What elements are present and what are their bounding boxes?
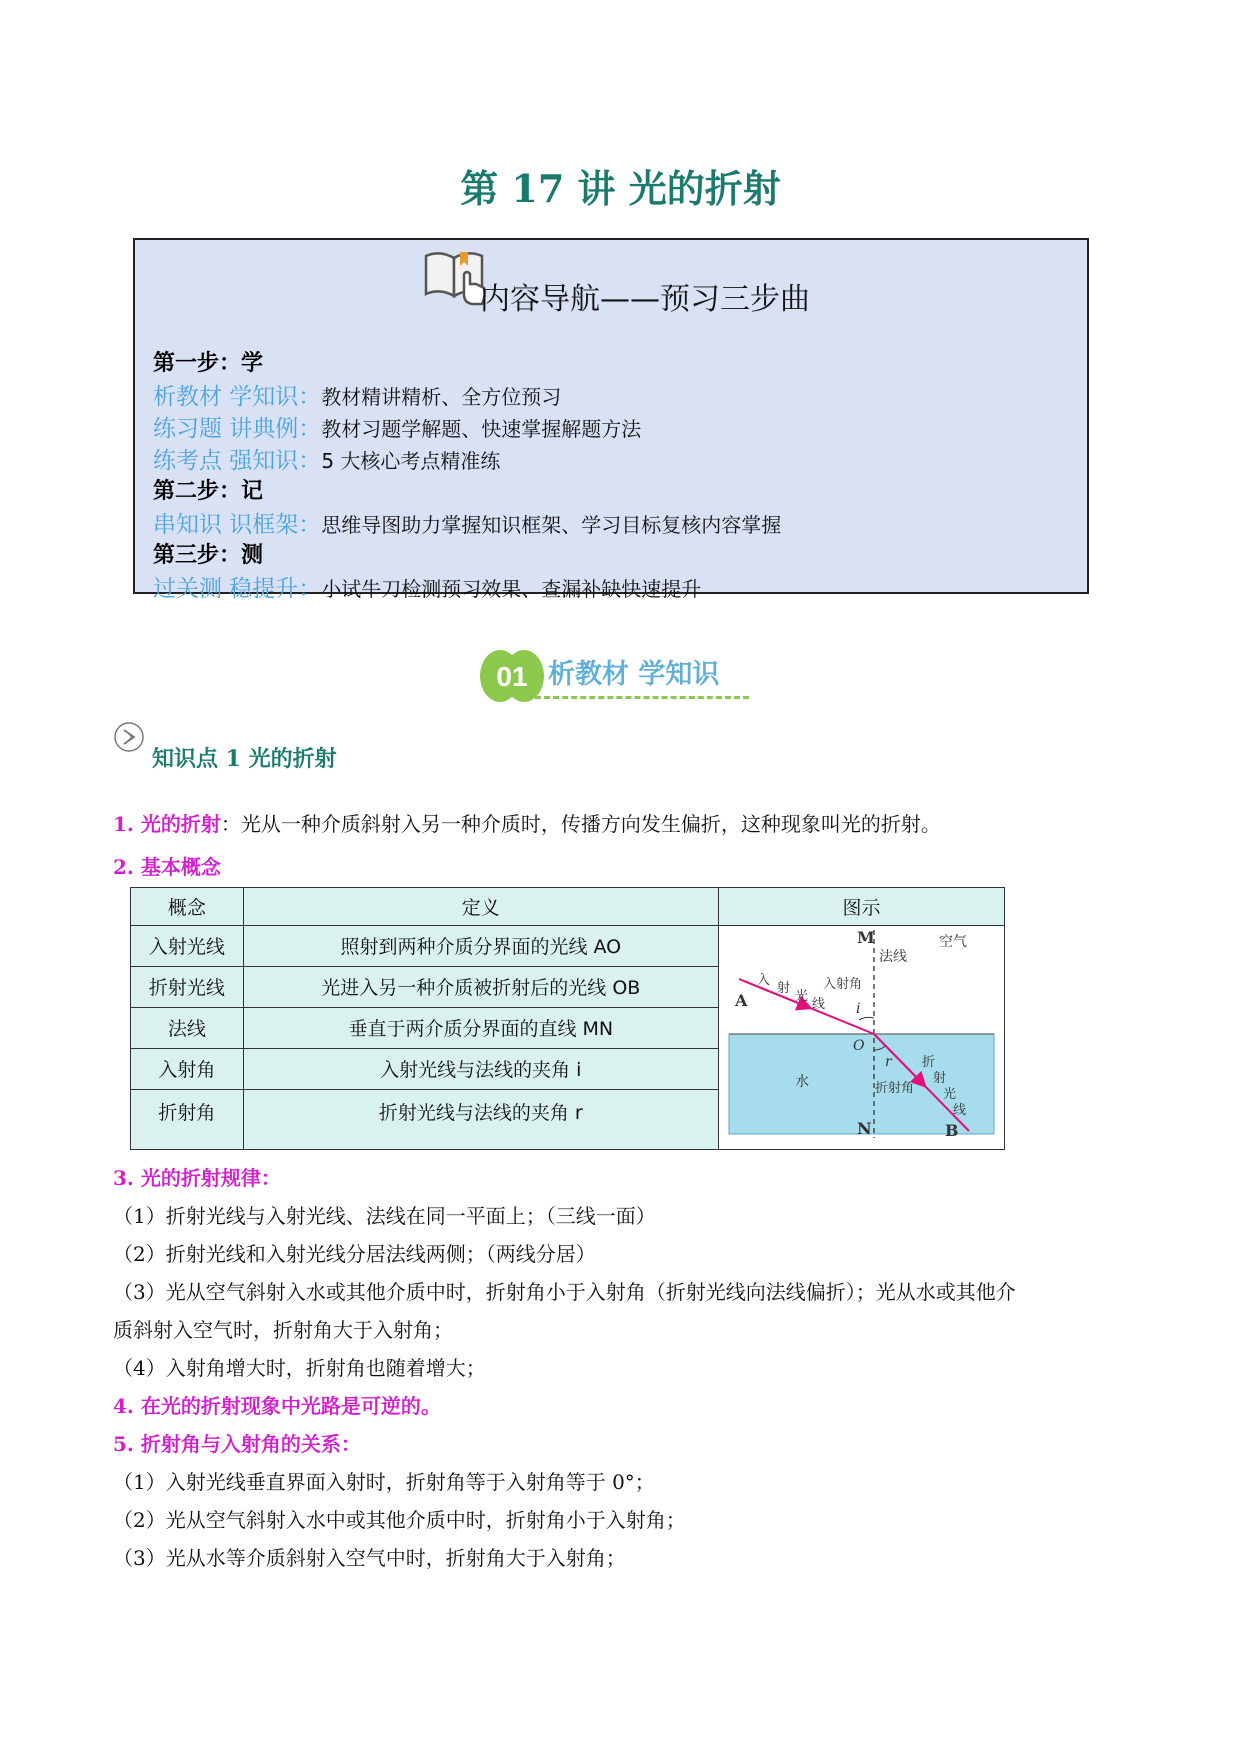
knowledge-point-title: 知识点 1 光的折射 <box>152 746 337 772</box>
label-normal: 法线 <box>878 949 907 965</box>
label-r: r <box>884 1054 892 1070</box>
label-refract-ray-4: 线 <box>952 1103 966 1118</box>
table-row <box>131 926 1005 967</box>
rule-item: （4）入射角增大时，折射角也随着增大； <box>113 1356 486 1380</box>
table-cell: 折射角 <box>131 1089 244 1149</box>
basic-concepts-heading: 2. 基本概念 <box>113 855 221 879</box>
table-cell: 入射光线与法线的夹角 i <box>243 1048 718 1089</box>
nav-heading: 内容导航——预习三步曲 <box>480 282 810 317</box>
content-navigation-box <box>133 238 1089 602</box>
incident-angle-arc <box>859 1017 874 1020</box>
label-refract-ray-2: 射 <box>932 1071 946 1086</box>
rule-item: （1）折射光线与入射光线、法线在同一平面上；（三线一面） <box>113 1204 656 1228</box>
refraction-definition: 1. 光的折射：光从一种介质斜射入另一种介质时，传播方向发生偏折，这种现象叫光的折射。 <box>113 812 941 836</box>
nav-item-test: 过关测 稳提升：小试牛刀检测预习效果、查漏补缺快速提升 <box>153 576 702 602</box>
table-cell: 折射光线 <box>131 966 244 1007</box>
label-incident-ray-2: 射 <box>776 981 790 996</box>
table-cell: 垂直于两介质分界面的直线 MN <box>243 1007 718 1048</box>
table-cell: 照射到两种介质分界面的光线 AO <box>243 926 718 967</box>
table-header-row <box>131 888 1005 926</box>
label-A: A <box>734 991 748 1010</box>
nav-item-framework: 串知识 识框架：思维导图助力掌握知识框架、学习目标复核内容掌握 <box>153 512 782 538</box>
label-B: B <box>944 1121 959 1140</box>
refraction-rules-heading: 3. 光的折射规律： <box>113 1166 281 1190</box>
nav-item-key-points: 练考点 强知识：5 大核心考点精准练 <box>153 448 501 474</box>
label-refraction-angle: 折射角 <box>874 1081 914 1096</box>
relation-item: （1）入射光线垂直界面入射时，折射角等于入射角等于 0°； <box>113 1470 655 1494</box>
label-refract-ray-1: 折 <box>921 1055 935 1070</box>
nav-item-textbook: 析教材 学知识：教材精讲精析、全方位预习 <box>153 384 562 410</box>
relation-item: （2）光从空气斜射入水中或其他介质中时，折射角小于入射角； <box>113 1508 686 1532</box>
nav-item-exercises: 练习题 讲典例：教材习题学解题、快速掌握解题方法 <box>153 416 642 442</box>
label-i: i <box>855 1001 861 1017</box>
nav-step-2: 第二步：记 <box>153 478 264 504</box>
relation-item: （3）光从水等介质斜射入空气中时，折射角大于入射角； <box>113 1546 626 1570</box>
concepts-table <box>130 887 1005 1150</box>
label-incident-ray-1: 入 <box>756 973 770 988</box>
table-cell: 法线 <box>131 1007 244 1048</box>
label-water: 水 <box>794 1074 809 1090</box>
table-cell: 入射光线 <box>131 926 244 967</box>
refraction-figure-cell <box>718 926 1004 1150</box>
section-number: 01 <box>496 661 528 692</box>
label-air: 空气 <box>938 934 967 950</box>
label-incident-ray-4: 线 <box>811 997 825 1012</box>
label-N: N <box>856 1119 872 1138</box>
table-header: 定义 <box>243 888 718 926</box>
rule-item: 质斜射入空气时，折射角大于入射角； <box>113 1318 453 1342</box>
refraction-diagram <box>719 926 1004 1144</box>
label-refract-ray-3: 光 <box>942 1087 956 1102</box>
nav-step-1: 第一步：学 <box>153 350 264 376</box>
nav-step-3: 第三步：测 <box>153 542 264 568</box>
table-cell: 折射光线与法线的夹角 r <box>243 1089 718 1149</box>
table-header: 概念 <box>131 888 244 926</box>
rule-item: （3）光从空气斜射入水或其他介质中时，折射角小于入射角（折射光线向法线偏折）；光从水或其他介 <box>113 1280 1016 1304</box>
section-underline <box>535 696 749 699</box>
page-title: 第 17 讲 光的折射 <box>460 166 781 211</box>
rule-item: （2）折射光线和入射光线分居法线两侧；（两线分居） <box>113 1242 596 1266</box>
label-incident-angle: 入射角 <box>822 977 862 992</box>
section-title: 析教材 学知识 <box>548 659 720 690</box>
reversibility-statement: 4. 在光的折射现象中光路是可逆的。 <box>113 1394 441 1418</box>
angle-relation-heading: 5. 折射角与入射角的关系： <box>113 1432 361 1456</box>
table-header: 图示 <box>718 888 1004 926</box>
label-M: M <box>856 928 875 947</box>
table-cell: 入射角 <box>131 1048 244 1089</box>
label-incident-ray-3: 光 <box>794 989 808 1004</box>
label-O: O <box>852 1038 865 1054</box>
arrow-circle-icon <box>113 721 145 753</box>
table-cell: 光进入另一种介质被折射后的光线 OB <box>243 966 718 1007</box>
